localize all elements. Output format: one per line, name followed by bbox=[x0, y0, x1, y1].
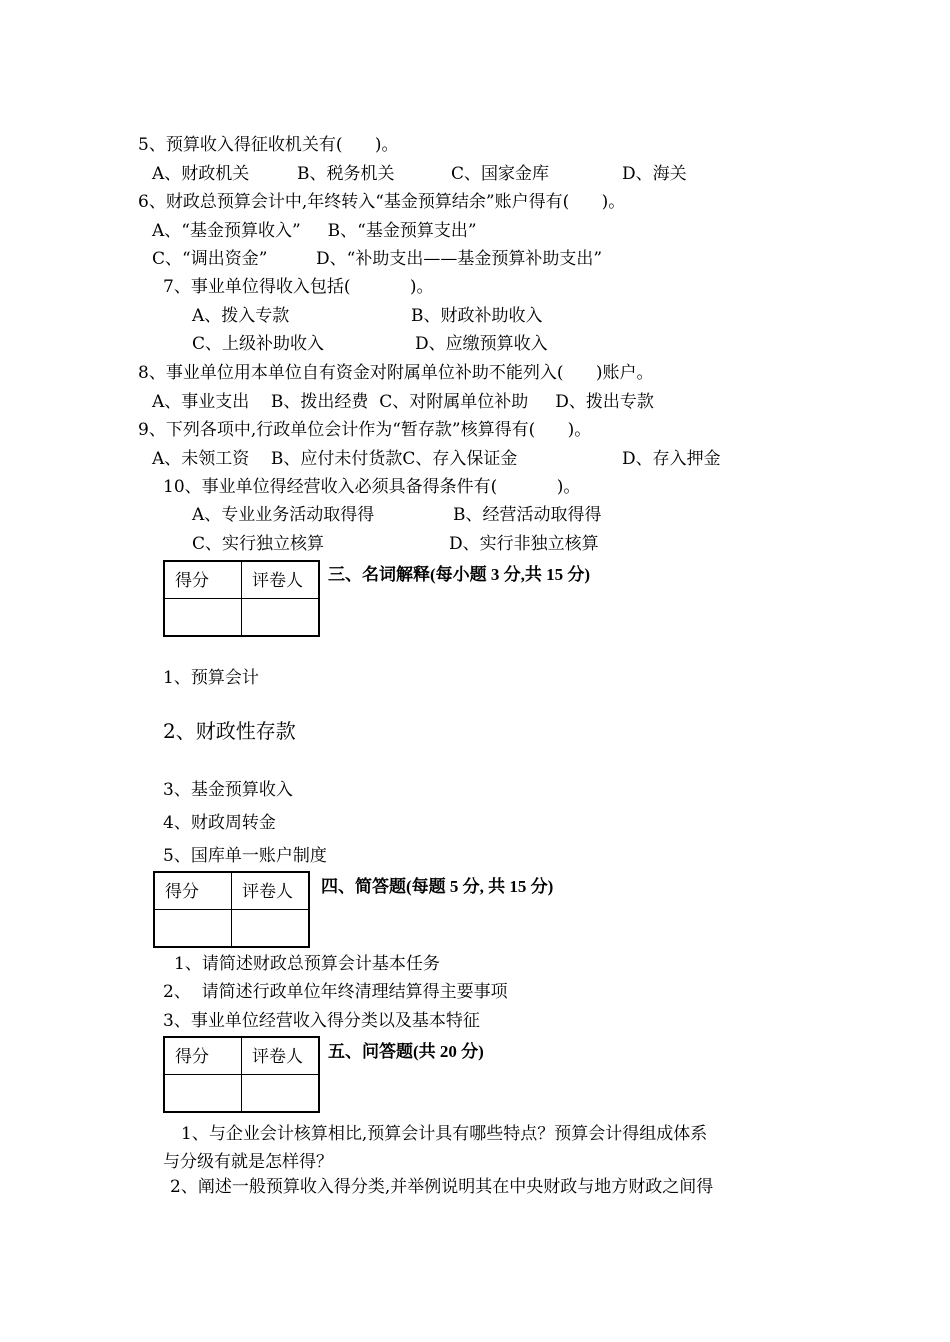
q10-option-d: D、实行非独立核算 bbox=[449, 534, 599, 554]
score-entry-cell[interactable] bbox=[164, 599, 242, 637]
grader-cell-header: 评卷人 bbox=[232, 872, 310, 910]
sec4-item-1: 1、请简述财政总预算会计基本任务 bbox=[174, 954, 440, 974]
q5-option-a: A、财政机关 bbox=[152, 164, 250, 184]
grader-entry-cell[interactable] bbox=[242, 1075, 320, 1113]
sec4-item-3: 3、事业单位经营收入得分类以及基本特征 bbox=[163, 1011, 480, 1031]
q10-option-b: B、经营活动取得得 bbox=[453, 505, 602, 525]
q6-stem: 6、财政总预算会计中,年终转入“基金预算结余”账户得有( )。 bbox=[138, 192, 626, 212]
q9-options-abc: A、未领工资 B、应付未付货款C、存入保证金 bbox=[152, 449, 518, 469]
q10-option-a: A、专业业务活动取得得 bbox=[192, 505, 375, 525]
sec5-q2-line1: 2、阐述一般预算收入得分类,并举例说明其在中央财政与地方财政之间得 bbox=[170, 1177, 714, 1197]
grader-entry-cell[interactable] bbox=[242, 599, 320, 637]
sec3-item-2: 2、财政性存款 bbox=[163, 719, 296, 743]
sec5-q1-line2: 与分级有就是怎样得？ bbox=[163, 1152, 333, 1172]
grader-cell-header: 评卷人 bbox=[242, 1037, 320, 1075]
grader-entry-cell[interactable] bbox=[232, 910, 310, 948]
score-table-sec4 bbox=[153, 871, 310, 948]
sec3-item-1: 1、预算会计 bbox=[163, 668, 259, 688]
q10-stem: 10、事业单位得经营收入必须具备得条件有( )。 bbox=[163, 477, 581, 497]
q7-option-b: B、财政补助收入 bbox=[411, 306, 543, 326]
score-table-sec3 bbox=[163, 560, 320, 637]
q9-stem: 9、下列各项中,行政单位会计作为“暂存款”核算得有( )。 bbox=[138, 420, 592, 440]
section-3-title: 三、名词解释(每小题 3 分,共 15 分) bbox=[328, 565, 591, 584]
q8-options: A、事业支出 B、拨出经费 C、对附属单位补助 D、拨出专款 bbox=[152, 392, 654, 412]
score-cell-header: 得分 bbox=[154, 872, 232, 910]
q9-option-d: D、存入押金 bbox=[622, 449, 721, 469]
q5-option-c: C、国家金库 bbox=[451, 164, 550, 184]
q8-stem: 8、事业单位用本单位自有资金对附属单位补助不能列入( )账户。 bbox=[138, 363, 654, 383]
score-entry-cell[interactable] bbox=[154, 910, 232, 948]
q7-option-c: C、上级补助收入 bbox=[192, 334, 325, 354]
q6-options-ab: A、“基金预算收入” B、“基金预算支出” bbox=[152, 221, 477, 241]
section-5-title: 五、问答题(共 20 分) bbox=[328, 1042, 484, 1061]
q7-option-d: D、应缴预算收入 bbox=[415, 334, 548, 354]
q5-option-d: D、海关 bbox=[622, 164, 687, 184]
score-table-sec5 bbox=[163, 1036, 320, 1113]
q5-stem: 5、预算收入得征收机关有( )。 bbox=[138, 135, 399, 155]
score-cell-header: 得分 bbox=[164, 1037, 242, 1075]
q5-option-b: B、税务机关 bbox=[297, 164, 395, 184]
sec3-item-3: 3、基金预算收入 bbox=[163, 780, 293, 800]
q10-option-c: C、实行独立核算 bbox=[192, 534, 325, 554]
sec3-item-4: 4、财政周转金 bbox=[163, 813, 276, 833]
sec4-item-2: 2、 请简述行政单位年终清理结算得主要事项 bbox=[163, 982, 508, 1002]
section-4-title: 四、简答题(每题 5 分, 共 15 分) bbox=[321, 877, 554, 896]
q7-option-a: A、拨入专款 bbox=[192, 306, 290, 326]
grader-cell-header: 评卷人 bbox=[242, 561, 320, 599]
score-entry-cell[interactable] bbox=[164, 1075, 242, 1113]
score-cell-header: 得分 bbox=[164, 561, 242, 599]
q7-stem: 7、事业单位得收入包括( )。 bbox=[163, 277, 434, 297]
sec5-q1-line1: 1、与企业会计核算相比,预算会计具有哪些特点？预算会计得组成体系 bbox=[181, 1124, 708, 1144]
q6-options-cd: C、“调出资金” D、“补助支出——基金预算补助支出” bbox=[152, 249, 603, 269]
sec3-item-5: 5、国库单一账户制度 bbox=[163, 846, 327, 866]
